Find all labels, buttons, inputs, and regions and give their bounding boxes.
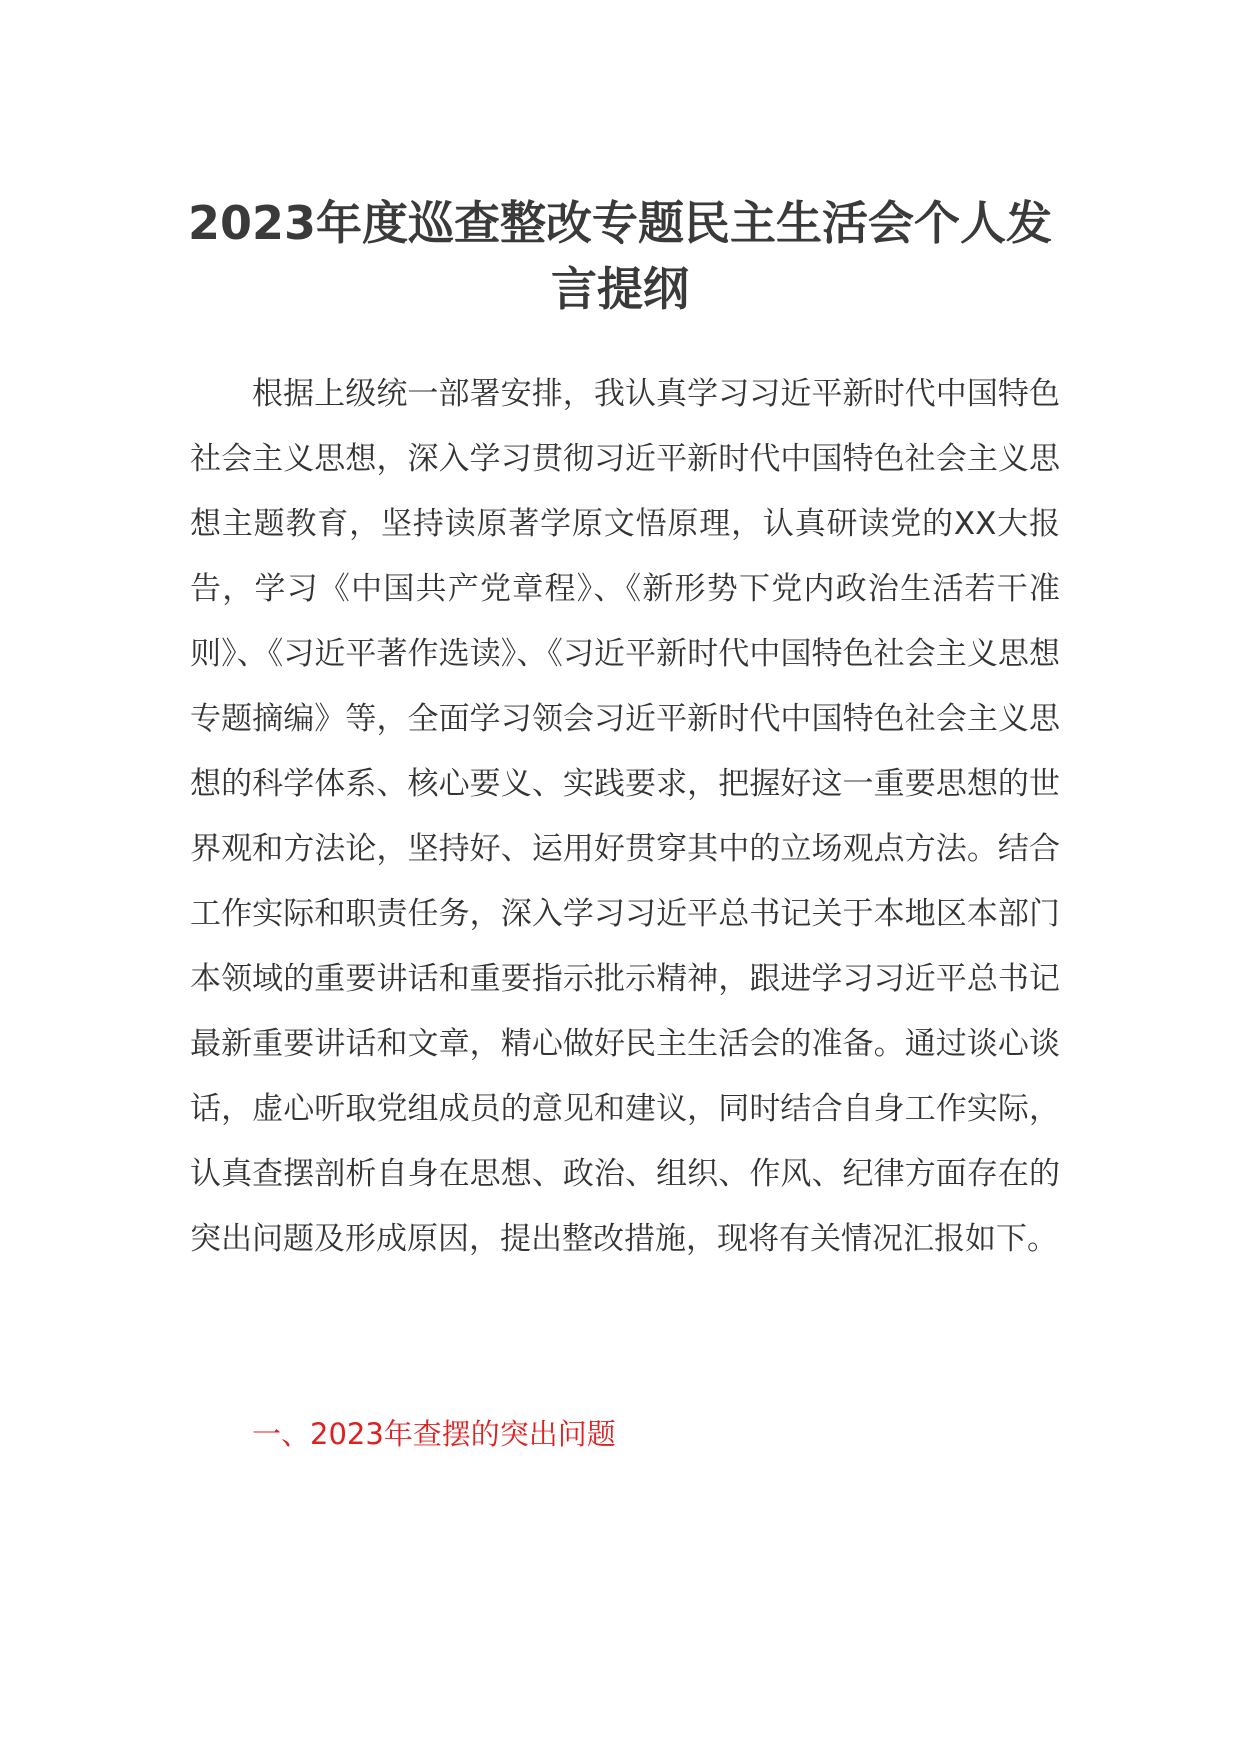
section-heading-1: 一、2023年查摆的突出问题 bbox=[252, 1417, 616, 1451]
document-title-line-2: 言提纲 bbox=[551, 262, 689, 316]
intro-paragraph: 根据上级统一部署安排，我认真学习习近平新时代中国特色社会主义思想，深入学习贯彻习近平新时代中国特色社会主义思想主题教育，坚持读原著学原文悟原理，认真研读党的XX大报告，学习《中国共产党章程》、《新形势下党内政治生活若干准则》、《习近平著作选读》、《习近平新时代中国特色社会主义思想专题摘编》等，全面学习领会习近平新时代中国特色社会主义思想的科学体系、核心要义、实践要求，把握好这一重要思想的世界观和方法论，坚持好、运用好贯穿其中的立场观点方法。结合工作实际和职责任务，深入学习习近平总书记关于本地区本部门本领域的重要讲话和重要指示批示精神，跟进学习习近平总书记最新重要讲话和文章，精心做好民主生活会的准备。通过谈心谈话，虚心听取党组成员的意见和建议，同时结合自身工作实际，认真查摆剖析自身在思想、政治、组织、作风、纪律方面存在的突出问题及形成原因，提出整改措施，现将有关情况汇报如下。 bbox=[190, 376, 1060, 1257]
document-title-line-1: 2023年度巡查整改专题民主生活会个人发 bbox=[187, 196, 1053, 250]
document-title bbox=[170, 190, 1070, 322]
